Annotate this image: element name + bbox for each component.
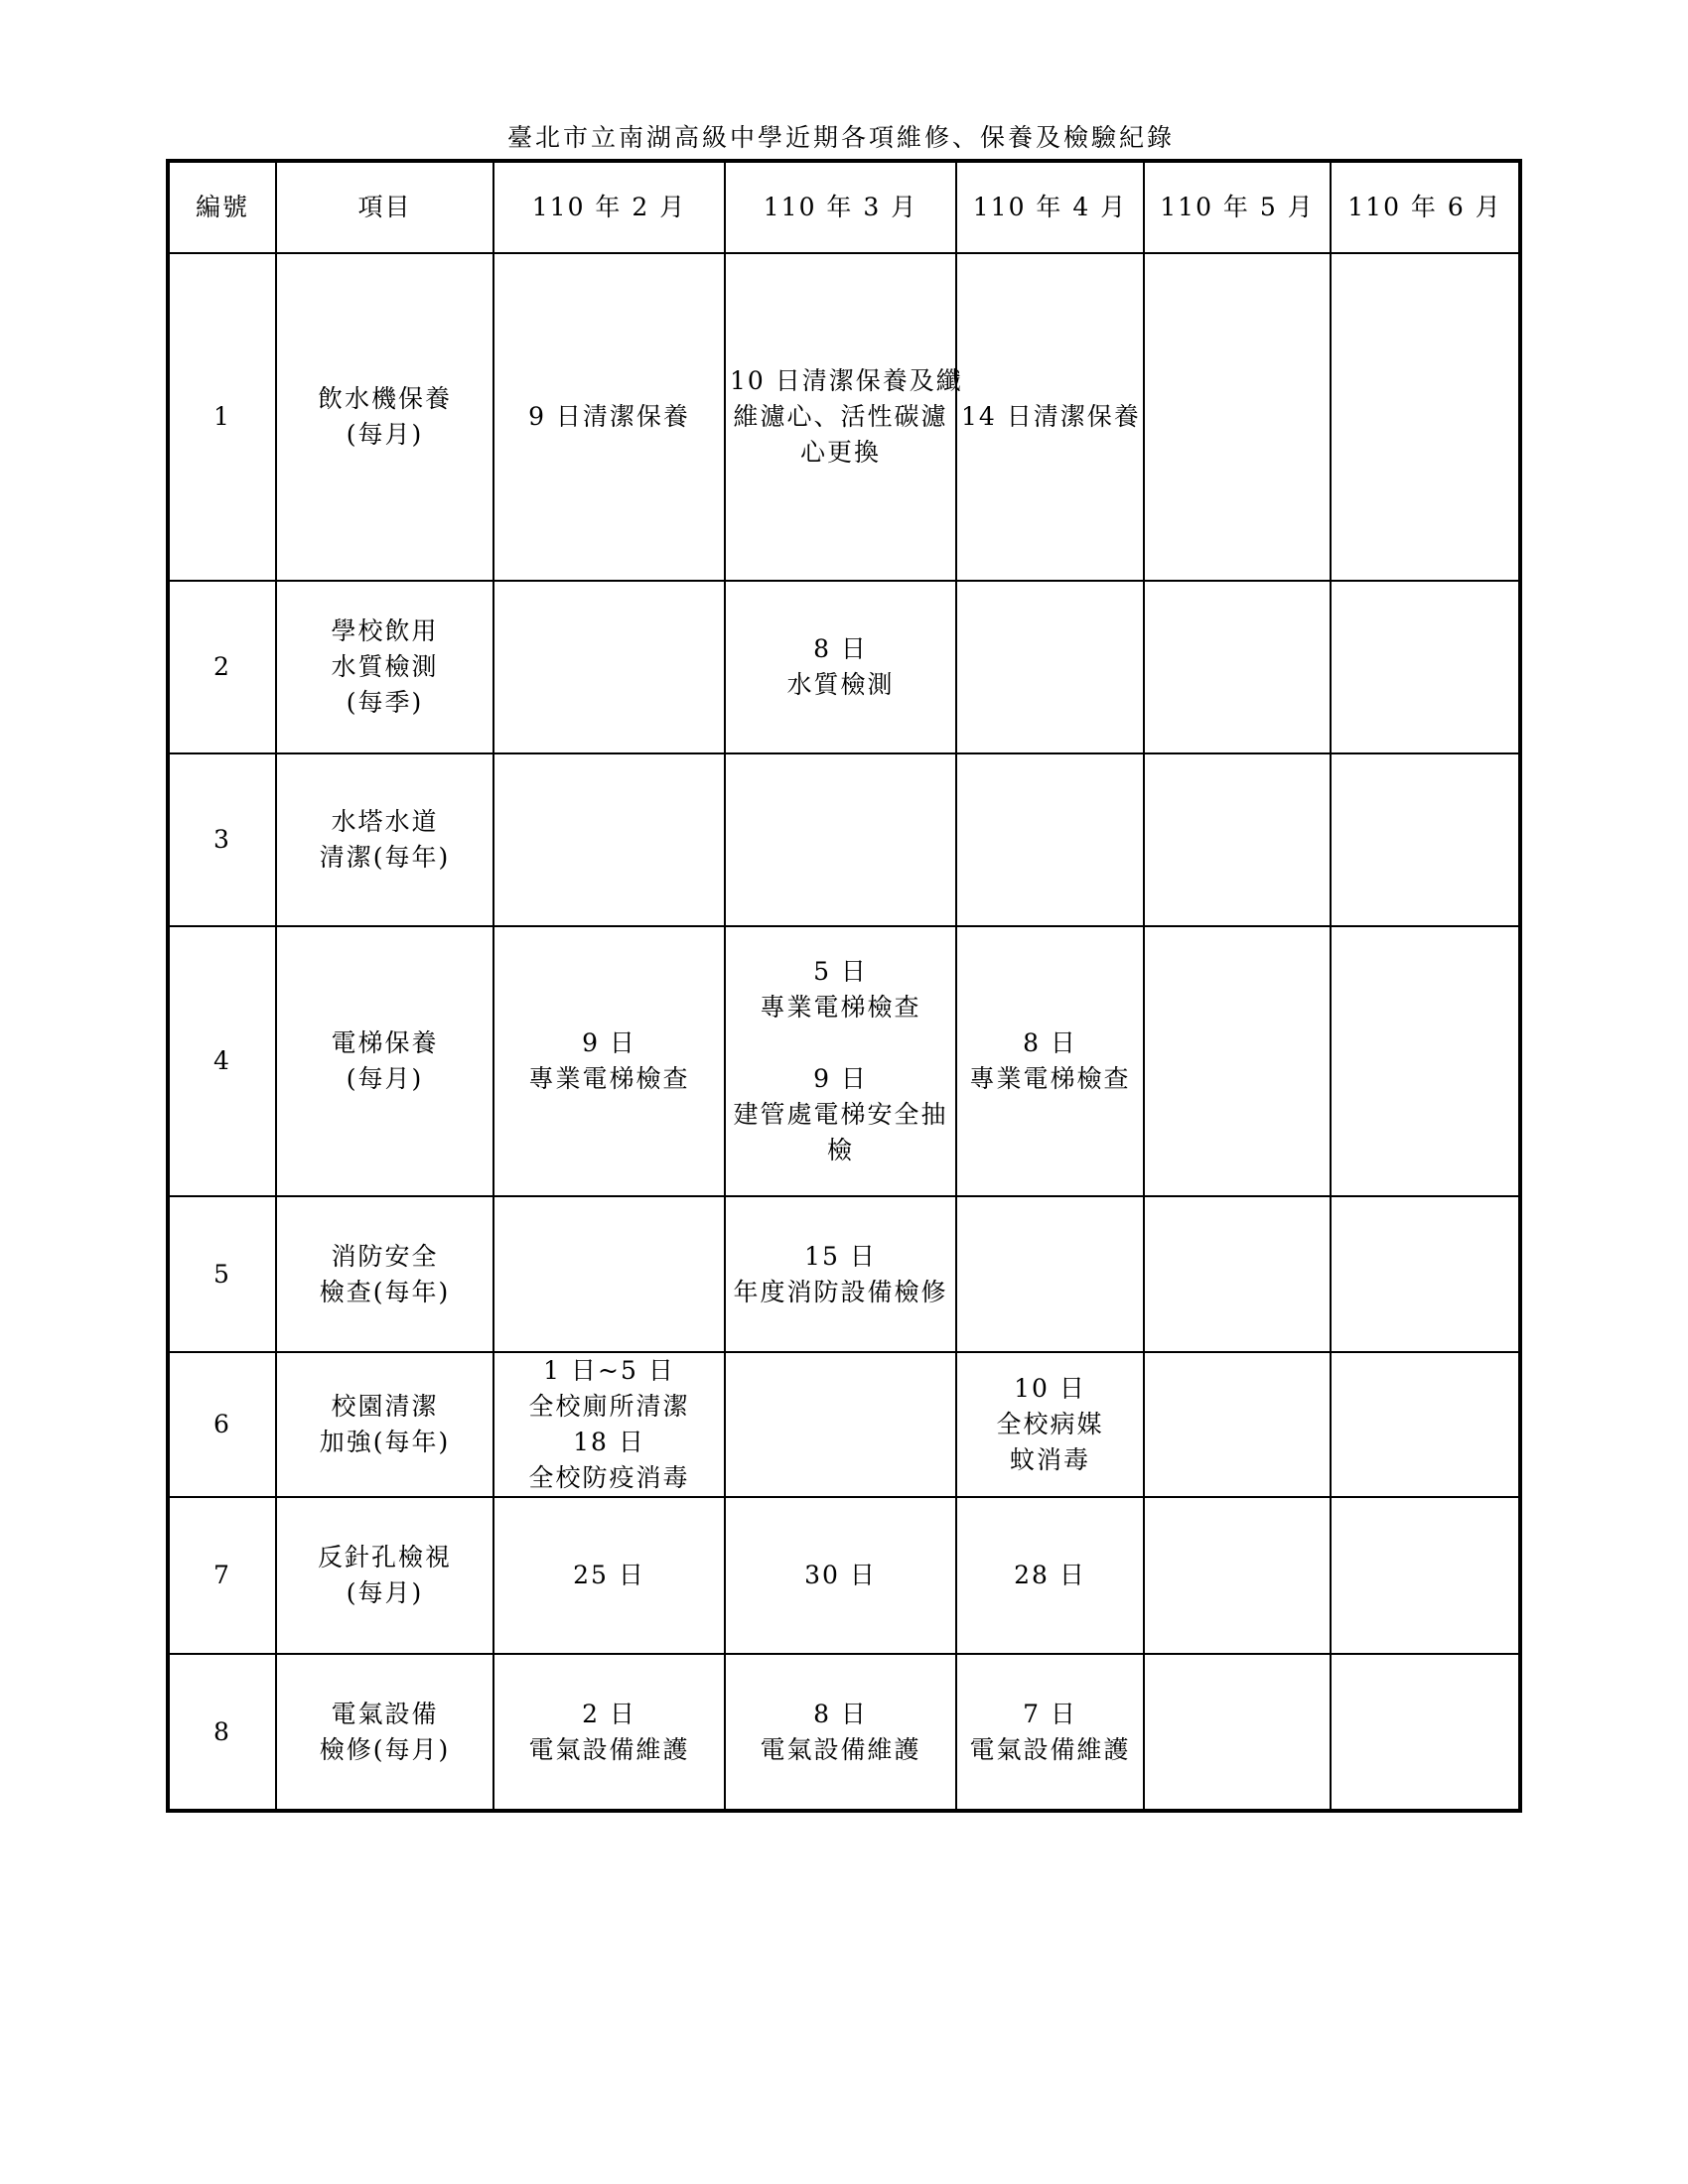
cell-text: 專業電梯檢查 bbox=[760, 993, 921, 1022]
month-cell bbox=[725, 1654, 956, 1811]
cell-text: 維濾心、活性碳濾 bbox=[733, 402, 948, 431]
cell-text: 1 日~5 日 bbox=[543, 1356, 675, 1385]
table-row bbox=[168, 1352, 1520, 1497]
cell-text: 全校防疫消毒 bbox=[528, 1463, 690, 1492]
cell-text: 檢修(每月) bbox=[319, 1734, 451, 1764]
month-cell bbox=[725, 1497, 956, 1654]
month-cell bbox=[1144, 581, 1331, 753]
month-cell bbox=[1144, 753, 1331, 926]
item-cell bbox=[276, 253, 493, 581]
cell-text: 10 日清潔保養及纖 bbox=[730, 366, 963, 395]
table-row bbox=[168, 926, 1520, 1196]
cell-text: 清潔(每年) bbox=[319, 843, 451, 872]
cell-text: 15 日 bbox=[804, 1241, 877, 1271]
cell-text: (每月) bbox=[346, 420, 424, 449]
cell-text: 蚊消毒 bbox=[1009, 1445, 1090, 1474]
table-row bbox=[168, 1497, 1520, 1654]
cell-text: 電氣設備維護 bbox=[969, 1734, 1131, 1764]
cell-text: 飲水機保養 bbox=[317, 384, 452, 413]
item-cell bbox=[276, 1654, 493, 1811]
header-cell: 110 年 3 月 bbox=[725, 161, 956, 253]
month-cell bbox=[725, 926, 956, 1196]
cell-text: 全校病媒 bbox=[996, 1410, 1104, 1438]
month-cell bbox=[1331, 581, 1520, 753]
cell-text: 18 日 bbox=[573, 1428, 645, 1456]
cell-text: 檢 bbox=[826, 1136, 854, 1164]
cell-text: 8 日 bbox=[1023, 1028, 1077, 1057]
cell-text: 7 日 bbox=[1023, 1699, 1077, 1728]
cell-text: 10 日 bbox=[1014, 1374, 1086, 1403]
cell-text: 年度消防設備檢修 bbox=[733, 1277, 948, 1306]
cell-text: 反針孔檢視 bbox=[317, 1543, 452, 1571]
month-cell bbox=[493, 253, 725, 581]
month-cell bbox=[1331, 253, 1520, 581]
month-cell bbox=[1144, 1196, 1331, 1352]
cell-text: 檢查(每年) bbox=[319, 1277, 451, 1306]
cell-text: 電梯保養 bbox=[331, 1028, 439, 1057]
month-cell bbox=[956, 926, 1144, 1196]
blank-line bbox=[730, 1025, 951, 1061]
month-cell bbox=[1331, 926, 1520, 1196]
month-cell bbox=[1331, 1352, 1520, 1497]
month-cell bbox=[493, 1352, 725, 1497]
cell-text: 9 日清潔保養 bbox=[528, 402, 690, 431]
month-cell bbox=[1331, 753, 1520, 926]
month-cell bbox=[956, 1352, 1144, 1497]
table-body bbox=[168, 253, 1520, 1811]
cell-text: 專業電梯檢查 bbox=[969, 1064, 1131, 1093]
cell-text: 校園清潔 bbox=[331, 1392, 439, 1421]
cell-text: (每季) bbox=[346, 688, 424, 717]
cell-text: 加強(每年) bbox=[319, 1428, 451, 1456]
document-title: 臺北市立南湖高級中學近期各項維修、保養及檢驗紀錄 bbox=[506, 123, 1175, 152]
month-cell bbox=[493, 1196, 725, 1352]
month-cell bbox=[725, 753, 956, 926]
cell-text: 8 日 bbox=[813, 1699, 868, 1728]
cell-text: 電氣設備維護 bbox=[760, 1734, 921, 1764]
header-cell: 110 年 4 月 bbox=[956, 161, 1144, 253]
table-row bbox=[168, 1196, 1520, 1352]
cell-text: (每月) bbox=[346, 1064, 424, 1093]
month-cell bbox=[1144, 1497, 1331, 1654]
header-cell: 編號 bbox=[168, 161, 276, 253]
month-cell bbox=[1144, 926, 1331, 1196]
item-cell bbox=[276, 753, 493, 926]
month-cell bbox=[725, 581, 956, 753]
header-cell: 110 年 2 月 bbox=[493, 161, 725, 253]
row-number: 4 bbox=[168, 926, 276, 1196]
month-cell bbox=[956, 1196, 1144, 1352]
item-cell bbox=[276, 926, 493, 1196]
month-cell bbox=[725, 253, 963, 581]
cell-text: 水質檢測 bbox=[331, 652, 439, 681]
cell-text: 消防安全 bbox=[331, 1241, 439, 1271]
header-cell: 項目 bbox=[276, 161, 493, 253]
table-row bbox=[168, 253, 1520, 581]
cell-text: 全校廁所清潔 bbox=[528, 1392, 690, 1421]
row-number: 6 bbox=[168, 1352, 276, 1497]
item-cell bbox=[276, 1352, 493, 1497]
month-cell bbox=[956, 581, 1144, 753]
cell-text: 電氣設備維護 bbox=[528, 1734, 690, 1764]
cell-text: 28 日 bbox=[1014, 1561, 1086, 1589]
cell-text: 2 日 bbox=[582, 1699, 636, 1728]
cell-text: 9 日 bbox=[582, 1028, 636, 1057]
month-cell bbox=[725, 1196, 956, 1352]
row-number: 7 bbox=[168, 1497, 276, 1654]
month-cell bbox=[1144, 1654, 1331, 1811]
row-number: 5 bbox=[168, 1196, 276, 1352]
cell-text: 9 日 bbox=[813, 1064, 868, 1093]
cell-text: 心更換 bbox=[799, 438, 881, 467]
month-cell bbox=[1331, 1654, 1520, 1811]
row-number: 1 bbox=[168, 253, 276, 581]
month-cell bbox=[725, 1352, 956, 1497]
month-cell bbox=[493, 581, 725, 753]
item-cell bbox=[276, 581, 493, 753]
month-cell bbox=[493, 1497, 725, 1654]
cell-text: 水塔水道 bbox=[331, 807, 439, 836]
cell-text: 電氣設備 bbox=[331, 1699, 439, 1728]
cell-text: 5 日 bbox=[813, 957, 868, 986]
item-cell bbox=[276, 1497, 493, 1654]
row-number: 2 bbox=[168, 581, 276, 753]
table-row bbox=[168, 581, 1520, 753]
cell-text: (每月) bbox=[346, 1578, 424, 1607]
month-cell bbox=[1331, 1196, 1520, 1352]
month-cell bbox=[493, 1654, 725, 1811]
item-cell bbox=[276, 1196, 493, 1352]
cell-text: 水質檢測 bbox=[786, 670, 895, 699]
row-number: 8 bbox=[168, 1654, 276, 1811]
row-number: 3 bbox=[168, 753, 276, 926]
cell-text: 25 日 bbox=[573, 1561, 645, 1589]
cell-text: 專業電梯檢查 bbox=[528, 1064, 690, 1093]
header-cell: 110 年 6 月 bbox=[1331, 161, 1520, 253]
month-cell bbox=[956, 753, 1144, 926]
month-cell bbox=[1331, 1497, 1520, 1654]
month-cell bbox=[956, 253, 1144, 581]
month-cell bbox=[493, 926, 725, 1196]
cell-text: 8 日 bbox=[813, 634, 868, 663]
header-cell: 110 年 5 月 bbox=[1144, 161, 1331, 253]
month-cell bbox=[956, 1654, 1144, 1811]
month-cell bbox=[493, 753, 725, 926]
cell-text: 30 日 bbox=[804, 1561, 877, 1589]
month-cell bbox=[1144, 1352, 1331, 1497]
month-cell bbox=[956, 1497, 1144, 1654]
cell-text: 建管處電梯安全抽 bbox=[733, 1100, 948, 1129]
month-cell bbox=[1144, 253, 1331, 581]
cell-text: 14 日清潔保養 bbox=[961, 402, 1141, 431]
table-row bbox=[168, 753, 1520, 926]
cell-text: 學校飲用 bbox=[331, 616, 439, 645]
header-row bbox=[168, 161, 1520, 253]
maintenance-table bbox=[166, 159, 1522, 1813]
table-row bbox=[168, 1654, 1520, 1811]
